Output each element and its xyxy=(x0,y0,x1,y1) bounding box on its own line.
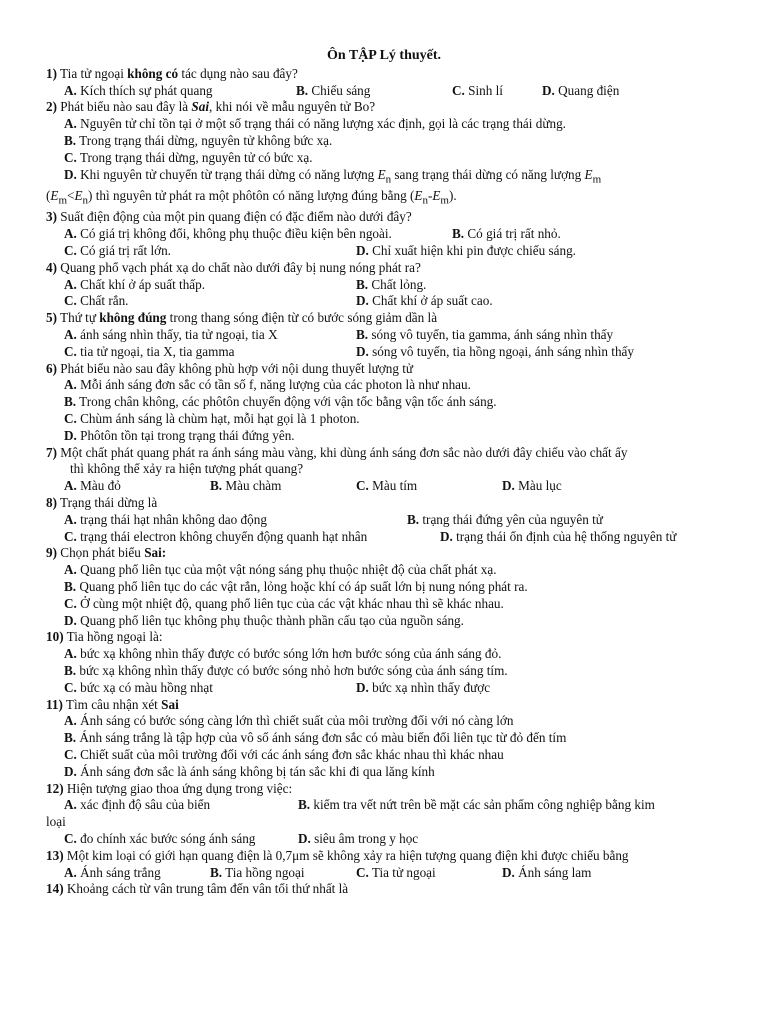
option-text: Chùm ánh sáng là chùm hạt, mỗi hạt gọi là 1 photon. xyxy=(76,411,360,427)
option-label: A. xyxy=(64,797,77,813)
option-text: sóng vô tuyến, tia gamma, ánh sáng nhìn thấy xyxy=(368,327,614,343)
option-text: Tia hồng ngoại xyxy=(222,864,305,880)
option-text: Kích thích sự phát quang xyxy=(76,82,213,98)
continuation-line: thì không thể xảy ra hiện tượng phát quang? xyxy=(70,461,304,477)
option-label: D. xyxy=(64,763,77,779)
option-text: Trong trạng thái dừng, nguyên tử không bức xạ. xyxy=(76,132,333,148)
answer-option xyxy=(64,478,121,495)
answer-option xyxy=(210,478,281,495)
option-label: A. xyxy=(64,82,77,98)
answer-option xyxy=(64,529,367,546)
option-label: B. xyxy=(296,82,309,98)
option-label: C. xyxy=(64,343,77,359)
answer-options-row xyxy=(46,344,722,361)
option-text: Có giá trị không đổi, không phụ thuộc điều kiện bên ngoài. xyxy=(76,226,392,242)
option-label: C. xyxy=(64,149,77,165)
option-label: A. xyxy=(64,327,77,343)
option-text: trạng thái đứng yên của nguyên tử xyxy=(419,511,603,527)
option-text: bức xạ không nhìn thấy được có bước sóng nhỏ hơn bước sóng của ánh sáng tím. xyxy=(76,662,508,678)
question-stem: 12) Hiện tượng giao thoa ứng dụng trong việc: xyxy=(46,780,293,796)
option-label: C. xyxy=(64,595,77,611)
question-stem: 4) Quang phổ vạch phát xạ do chất nào dưới đây bị nung nóng phát ra? xyxy=(46,259,421,275)
answer-option xyxy=(46,167,722,188)
option-text: Màu đỏ xyxy=(76,478,121,494)
option-label: C. xyxy=(64,746,77,762)
option-text: Màu tím xyxy=(368,478,418,494)
answer-option xyxy=(46,579,722,596)
answer-option xyxy=(46,646,722,663)
option-text: Ánh sáng có bước sóng càng lớn thì chiết suất của môi trường đối với nó càng lớn xyxy=(76,713,514,729)
answer-option xyxy=(46,764,722,781)
answer-option xyxy=(356,680,490,697)
answer-option xyxy=(46,150,722,167)
option-label: B. xyxy=(356,276,369,292)
option-label: B. xyxy=(210,478,223,494)
option-label: D. xyxy=(298,830,311,846)
option-label: A. xyxy=(64,646,77,662)
option-text: Màu lục xyxy=(514,478,562,494)
option-text: Trong trạng thái dừng, nguyên tử có bức xạ. xyxy=(76,149,313,165)
option-text: Tia tử ngoại xyxy=(368,864,436,880)
answer-option xyxy=(64,83,213,100)
question-stem: 14) Khoảng cách từ vân trung tâm đến vân tối thứ nhất là xyxy=(46,881,349,897)
option-label: D. xyxy=(64,612,77,628)
option-text: tia tử ngoại, tia X, tia gamma xyxy=(76,343,235,359)
option-text: Trong chân không, các phôtôn chuyển động với vận tốc bằng vận tốc ánh sáng. xyxy=(76,394,497,410)
answer-option xyxy=(356,293,493,310)
option-text: Ánh sáng lam xyxy=(514,864,592,880)
option-label: C. xyxy=(64,679,77,695)
option-text: Chỉ xuất hiện khi pin được chiếu sáng. xyxy=(368,243,576,259)
option-text: Nguyên tử chỉ tồn tại ở một số trạng thái có năng lượng xác định, gọi là các trạng thái dừng. xyxy=(76,116,566,132)
answer-option xyxy=(407,512,603,529)
option-label: D. xyxy=(64,427,77,443)
option-text: Quang phổ liên tục không phụ thuộc thành phần cấu tạo của nguồn sáng. xyxy=(76,612,464,628)
option-label: D. xyxy=(502,478,515,494)
answer-options-row xyxy=(46,293,722,310)
answer-option xyxy=(440,529,676,546)
answer-option xyxy=(46,562,722,579)
answer-option xyxy=(64,327,278,344)
question-stem: 8) Trạng thái dừng là xyxy=(46,495,158,510)
option-label: B. xyxy=(298,797,311,813)
answer-option xyxy=(356,478,417,495)
answer-option xyxy=(64,680,213,697)
answer-option xyxy=(502,865,591,882)
answer-option xyxy=(64,512,267,529)
answer-option xyxy=(46,596,722,613)
option-label: A. xyxy=(64,562,77,578)
answer-option xyxy=(46,747,722,764)
question-stem: 6) Phát biểu nào sau đây không phù hợp với nội dung thuyết lượng tử xyxy=(46,360,414,376)
option-text: Chất khí ở áp suất cao. xyxy=(368,293,493,309)
option-text: Chiết suất của môi trường đối với các ánh sáng đơn sắc khác nhau thì khác nhau xyxy=(76,746,504,762)
document-page xyxy=(46,48,722,898)
answer-options-row xyxy=(46,243,722,260)
option-label: C. xyxy=(64,411,77,427)
option-text: ánh sáng nhìn thấy, tia tử ngoại, tia X xyxy=(76,327,278,343)
document-title: Ôn TẬP Lý thuyết. xyxy=(326,48,442,63)
question-list xyxy=(46,66,722,898)
option-text: Khi nguyên tử chuyển từ trạng thái dừng có năng lượng $E_n$ sang trạng thái dừng có năng lượng $E_m$ xyxy=(76,166,602,186)
option-text: trạng thái ổn định của hệ thống nguyên tử xyxy=(452,528,677,544)
option-label: B. xyxy=(407,511,420,527)
option-text: Có giá trị rất nhỏ. xyxy=(464,226,561,242)
option-label: A. xyxy=(64,226,77,242)
option-label: A. xyxy=(64,864,77,880)
answer-option xyxy=(46,713,722,730)
option-label: B. xyxy=(64,132,77,148)
answer-options-row xyxy=(46,226,722,243)
option-text: xác định độ sâu của biển xyxy=(76,797,211,813)
question-stem: 3) Suất điện động của một pin quang điện có đặc điểm nào dưới đây? xyxy=(46,209,412,225)
answer-option xyxy=(298,797,655,814)
option-label: D. xyxy=(356,243,369,259)
answer-option xyxy=(64,277,205,294)
option-label: A. xyxy=(64,276,77,292)
option-text: bức xạ có màu hồng nhạt xyxy=(76,679,213,695)
option-label: B. xyxy=(64,730,77,746)
option-label: B. xyxy=(356,327,369,343)
option-label: B. xyxy=(64,578,77,594)
option-label: C. xyxy=(356,478,369,494)
option-text: trạng thái electron không chuyển động quanh hạt nhân xyxy=(76,528,368,544)
continuation-line: loại xyxy=(46,814,66,830)
answer-option xyxy=(64,831,255,848)
answer-option xyxy=(356,865,436,882)
option-label: C. xyxy=(64,293,77,309)
continuation-line: $(E_m<E_n)$ thì nguyên tử phát ra một phôtôn có năng lượng đúng bằng $(E_n-E_m)$. xyxy=(46,188,457,207)
option-text: Chiếu sáng xyxy=(308,82,371,98)
question-stem: 10) Tia hồng ngoại là: xyxy=(46,629,163,645)
answer-options-row xyxy=(46,865,722,882)
option-label: B. xyxy=(210,864,223,880)
option-text: Ở cùng một nhiệt độ, quang phổ liên tục của các vật khác nhau thì sẽ khác nhau. xyxy=(76,595,504,611)
option-label: D. xyxy=(64,166,77,182)
option-text: Ánh sáng trắng là tập hợp của vô số ánh sáng đơn sắc có màu biến đổi liên tục từ đỏ đến tím xyxy=(76,730,567,746)
option-label: C. xyxy=(64,243,77,259)
answer-options-row xyxy=(46,797,722,814)
option-text: Ánh sáng trắng xyxy=(76,864,161,880)
answer-options-row xyxy=(46,512,722,529)
answer-option xyxy=(46,730,722,747)
answer-option xyxy=(46,116,722,133)
option-label: B. xyxy=(452,226,465,242)
answer-option xyxy=(64,243,171,260)
question-stem: 7) Một chất phát quang phát ra ánh sáng màu vàng, khi dùng ánh sáng đơn sắc nào dưới đây chiếu vào chất ấy xyxy=(46,444,628,460)
option-text: bức xạ không nhìn thấy được có bước sóng lớn hơn bước sóng của ánh sáng đỏ. xyxy=(76,646,502,662)
answer-option xyxy=(542,83,619,100)
option-text: bức xạ nhìn thấy được xyxy=(368,679,491,695)
question-stem: 9) Chọn phát biểu Sai: xyxy=(46,545,167,561)
option-label: D. xyxy=(356,293,369,309)
answer-option xyxy=(46,613,722,630)
answer-option xyxy=(46,394,722,411)
option-text: Quang phổ liên tục do các vật rắn, lỏng hoặc khí có áp suất lớn bị nung nóng phát ra. xyxy=(76,578,528,594)
option-text: siêu âm trong y học xyxy=(310,830,419,846)
option-text: sóng vô tuyến, tia hồng ngoại, ánh sáng nhìn thấy xyxy=(368,343,635,359)
answer-options-row xyxy=(46,478,722,495)
option-label: D. xyxy=(502,864,515,880)
answer-option xyxy=(296,83,370,100)
option-label: A. xyxy=(64,511,77,527)
answer-options-row xyxy=(46,831,722,848)
answer-option xyxy=(356,344,634,361)
answer-option xyxy=(64,797,210,814)
answer-option xyxy=(356,277,426,294)
answer-option xyxy=(46,663,722,680)
answer-options-row xyxy=(46,680,722,697)
answer-option xyxy=(46,411,722,428)
option-text: Quang phổ liên tục của một vật nóng sáng phụ thuộc nhiệt độ của chất phát xạ. xyxy=(76,562,497,578)
answer-option xyxy=(298,831,418,848)
option-label: C. xyxy=(64,830,77,846)
question-stem: 2) Phát biểu nào sau đây là Sai, khi nói về mẫu nguyên tử Bo? xyxy=(46,99,376,115)
question-stem: 1) Tia tử ngoại không có tác dụng nào sau đây? xyxy=(46,65,298,81)
option-text: trạng thái hạt nhân không dao động xyxy=(76,511,267,527)
option-text: Sinh lí xyxy=(464,82,503,98)
option-text: Có giá trị rất lớn. xyxy=(76,243,171,259)
answer-option xyxy=(64,293,128,310)
answer-option xyxy=(64,865,161,882)
answer-options-row xyxy=(46,83,722,100)
option-label: C. xyxy=(64,528,77,544)
option-text: Ánh sáng đơn sắc là ánh sáng không bị tán sắc khi đi qua lăng kính xyxy=(76,763,435,779)
option-text: kiểm tra vết nứt trên bề mặt các sản phẩm công nghiệp bằng kim xyxy=(310,797,655,813)
option-label: C. xyxy=(356,864,369,880)
answer-options-row xyxy=(46,529,722,546)
option-text: Chất khí ở áp suất thấp. xyxy=(76,276,206,292)
answer-option xyxy=(356,243,576,260)
option-label: A. xyxy=(64,377,77,393)
option-label: D. xyxy=(356,343,369,359)
answer-option xyxy=(64,344,235,361)
option-text: Phôtôn tồn tại trong trạng thái đứng yên. xyxy=(76,427,295,443)
option-label: A. xyxy=(64,478,77,494)
answer-option xyxy=(64,226,392,243)
option-text: Quang điện xyxy=(554,82,620,98)
answer-option xyxy=(46,428,722,445)
option-text: Mỗi ánh sáng đơn sắc có tần số f, năng lượng của các photon là như nhau. xyxy=(76,377,471,393)
answer-options-row xyxy=(46,277,722,294)
answer-options-row xyxy=(46,327,722,344)
answer-option xyxy=(210,865,305,882)
option-label: D. xyxy=(356,679,369,695)
answer-option xyxy=(46,133,722,150)
option-label: D. xyxy=(542,82,555,98)
option-text: đo chính xác bước sóng ánh sáng xyxy=(76,830,256,846)
option-label: A. xyxy=(64,713,77,729)
option-label: A. xyxy=(64,116,77,132)
answer-option xyxy=(452,83,503,100)
option-label: C. xyxy=(452,82,465,98)
question-stem: 11) Tìm câu nhận xét Sai xyxy=(46,696,179,712)
option-label: D. xyxy=(440,528,453,544)
question-stem: 5) Thứ tự không đúng trong thang sóng điện từ có bước sóng giảm dần là xyxy=(46,310,438,326)
option-label: B. xyxy=(64,662,77,678)
option-text: Chất rắn. xyxy=(76,293,129,309)
answer-option xyxy=(452,226,561,243)
answer-option xyxy=(46,377,722,394)
question-stem: 13) Một kim loại có giới hạn quang điện là 0,7μm sẽ không xảy ra hiện tượng quang điện khi được chiếu bằng xyxy=(46,847,629,863)
option-text: Chất lỏng. xyxy=(368,276,427,292)
option-label: B. xyxy=(64,394,77,410)
option-text: Màu chàm xyxy=(222,478,282,494)
answer-option xyxy=(502,478,562,495)
answer-option xyxy=(356,327,613,344)
